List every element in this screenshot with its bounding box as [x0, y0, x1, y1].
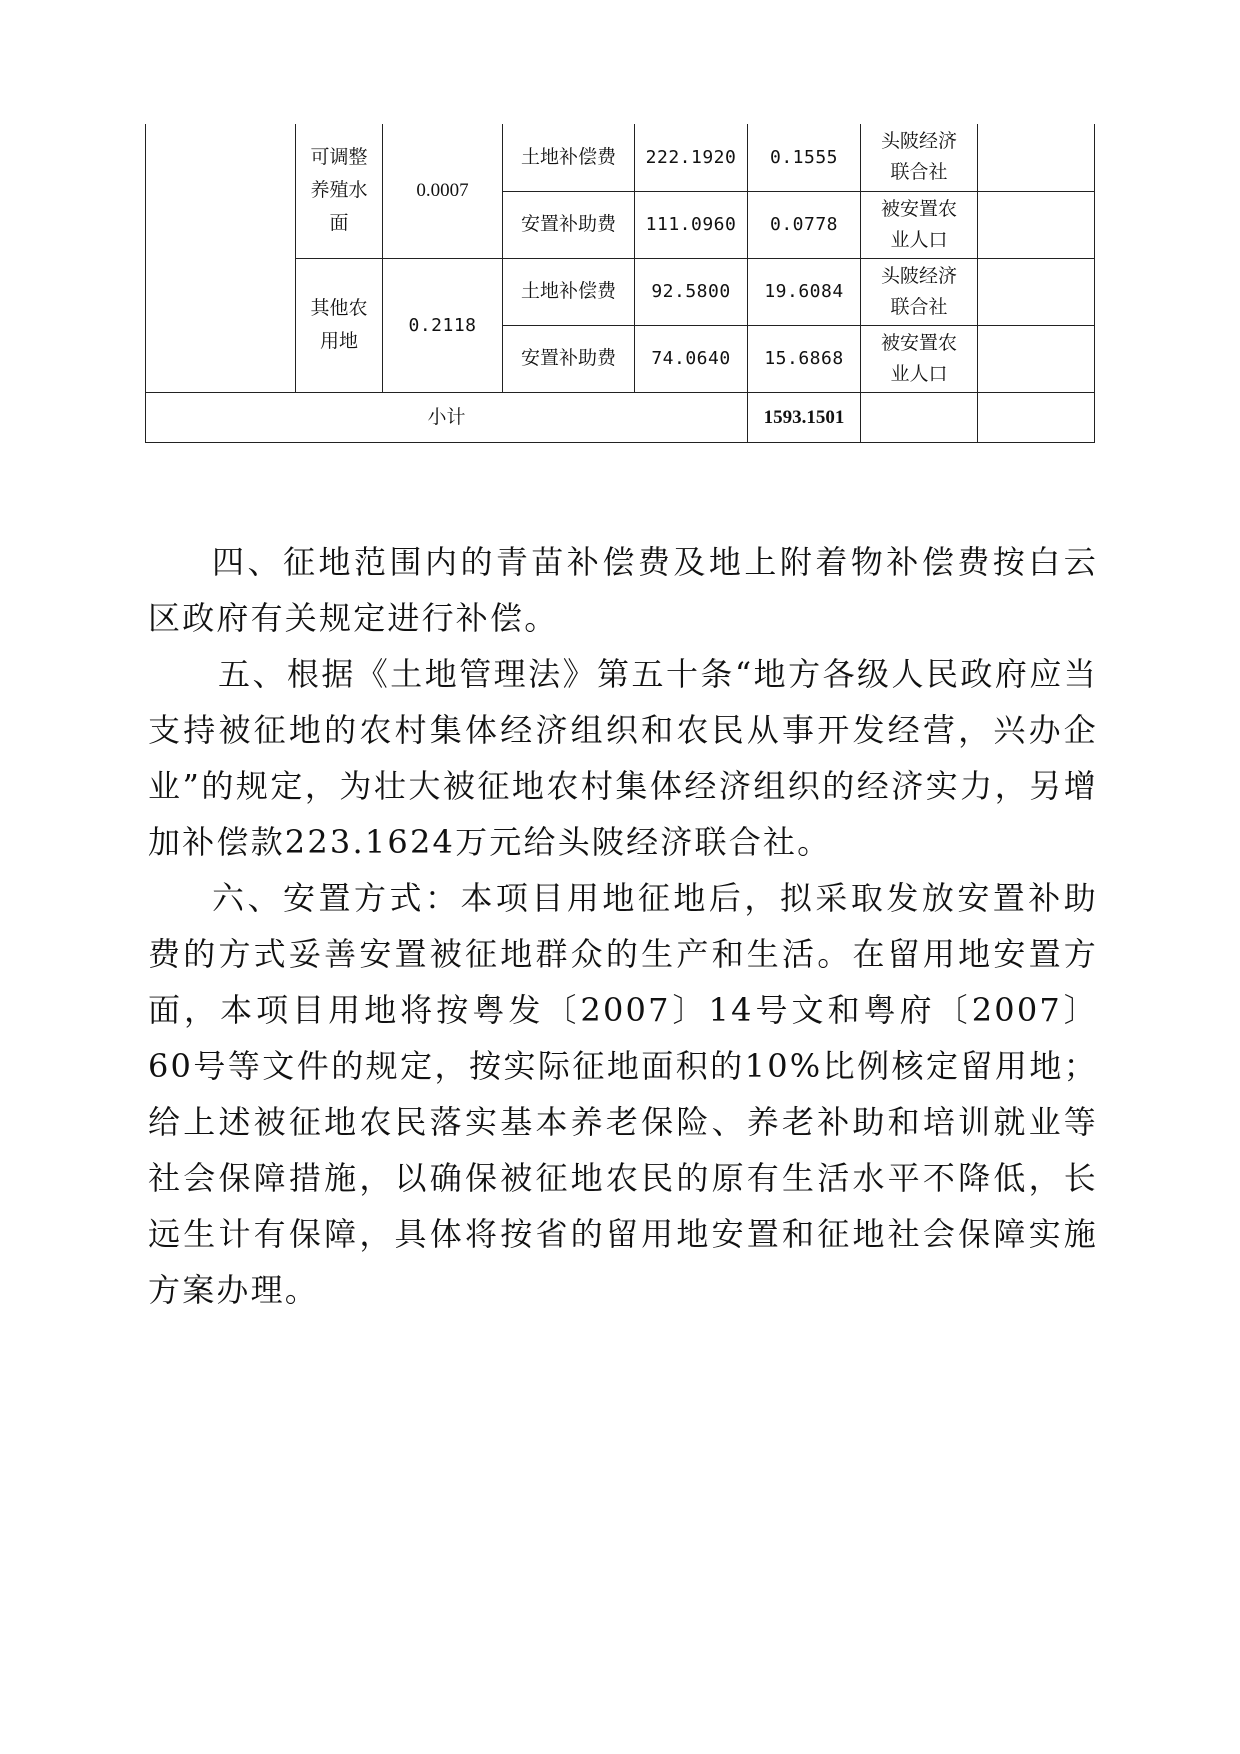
standard-cell: 111.0960	[635, 191, 748, 258]
land-type-cell: 可调整养殖水面	[296, 124, 383, 258]
standard-cell: 222.1920	[635, 124, 748, 191]
amount-cell: 19.6084	[748, 258, 861, 325]
paragraph-four: 四、征地范围内的青苗补偿费及地上附着物补偿费按白云区政府有关规定进行补偿。	[148, 543, 1098, 637]
subtotal-empty-cell	[978, 392, 1095, 442]
remark-cell	[978, 124, 1095, 191]
area-cell: 0.2118	[383, 258, 503, 392]
amount-cell: 0.1555	[748, 124, 861, 191]
land-type-cell: 其他农用地	[296, 258, 383, 392]
item-cell: 土地补偿费	[503, 258, 635, 325]
subtotal-row	[146, 392, 1095, 442]
amount-cell: 0.0778	[748, 191, 861, 258]
item-cell: 安置补助费	[503, 191, 635, 258]
standard-cell: 74.0640	[635, 325, 748, 392]
recipient-cell: 被安置农业人口	[861, 325, 978, 392]
remark-cell	[978, 258, 1095, 325]
item-cell: 土地补偿费	[503, 124, 635, 191]
area-cell: 0.0007	[383, 124, 503, 258]
compensation-table	[145, 124, 1095, 443]
recipient-cell: 被安置农业人口	[861, 191, 978, 258]
amount-cell: 15.6868	[748, 325, 861, 392]
paragraph-five: 五、根据《土地管理法》第五十条“地方各级人民政府应当支持被征地的农村集体经济组织和农民从事开发经营，兴办企业”的规定，为壮大被征地农村集体经济组织的经济实力，另增加补偿款223.1624万元给头陂经济联合社。	[148, 655, 1098, 861]
recipient-cell: 头陂经济联合社	[861, 124, 978, 191]
remark-cell	[978, 325, 1095, 392]
standard-cell: 92.5800	[635, 258, 748, 325]
table-row	[146, 124, 1095, 191]
remark-cell	[978, 191, 1095, 258]
subtotal-value: 1593.1501	[748, 392, 861, 442]
paragraph-six: 六、安置方式：本项目用地征地后，拟采取发放安置补助费的方式妥善安置被征地群众的生产和生活。在留用地安置方面，本项目用地将按粤发〔2007〕14号文和粤府〔2007〕60号等文件的规定，按实际征地面积的10%比例核定留用地；给上述被征地农民落实基本养老保险、养老补助和培训就业等社会保障措施，以确保被征地农民的原有生活水平不降低，长远生计有保障，具体将按省的留用地安置和征地社会保障实施方案办理。	[148, 879, 1098, 1309]
recipient-cell: 头陂经济联合社	[861, 258, 978, 325]
subtotal-label: 小计	[146, 392, 748, 442]
item-cell: 安置补助费	[503, 325, 635, 392]
region-cell	[146, 124, 296, 392]
subtotal-empty-cell	[861, 392, 978, 442]
